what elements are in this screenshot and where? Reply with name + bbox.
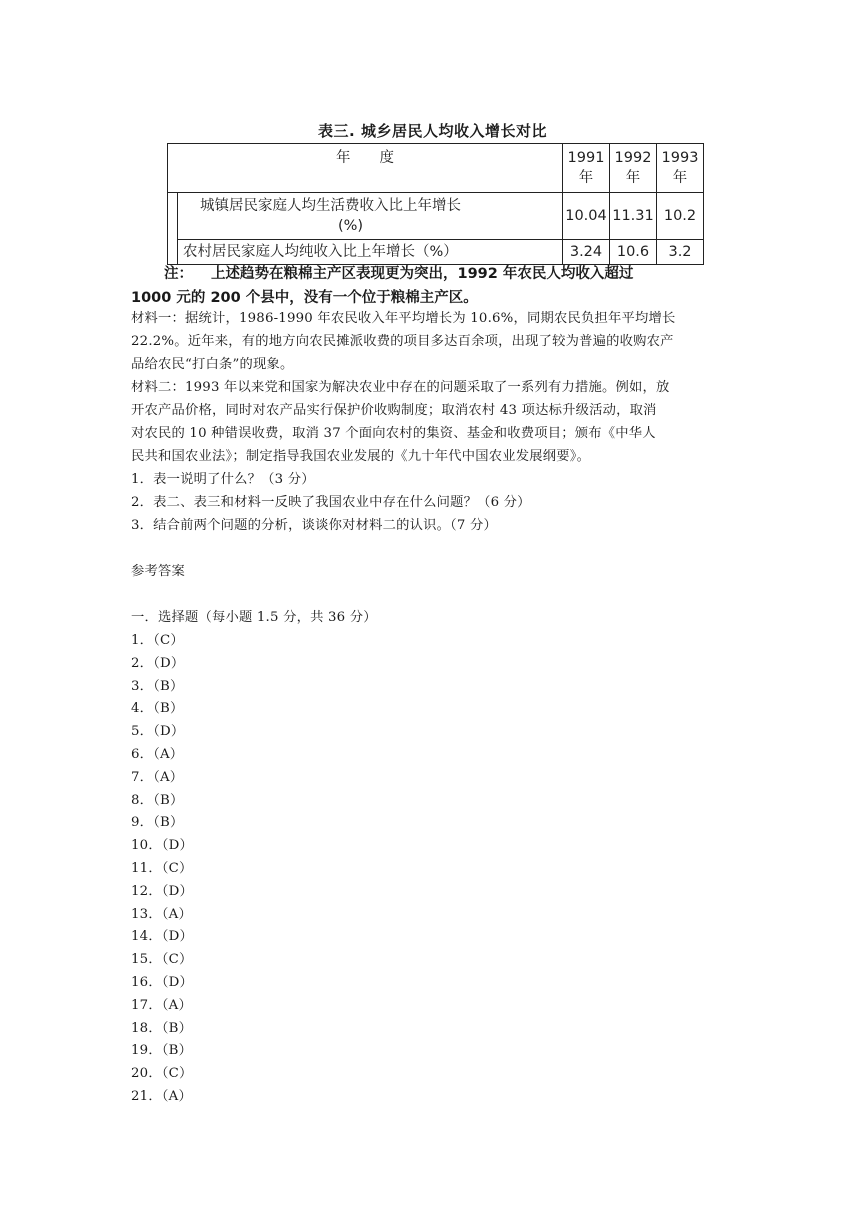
material-2-line: 民共和国农业法》；制定指导我国农业发展的《九十年代中国农业发展纲要》。 [131,449,591,464]
cell-rural-1991: 3.24 [563,240,610,265]
answer-item: 16．（D） [131,974,194,990]
year-cell-1991: 1991 年 [563,144,610,193]
answer-item: 10．（D） [131,838,194,854]
year-cell-1993: 1993 年 [657,144,704,193]
note-line-2: 1000 元的 200 个县中，没有一个位于粮棉主产区。 [131,290,478,306]
note-line-1: 上述趋势在粮棉主产区表现更为突出，1992 年农民人均收入超过 [211,266,634,282]
table-left-gap [168,193,178,265]
answer-item: 3．（B） [131,678,184,694]
answer-item: 9．（B） [131,815,184,831]
answer-item: 21．（A） [131,1088,192,1104]
question-3: 3．结合前两个问题的分析，谈谈你对材料二的认识。（7 分） [131,518,498,533]
table-row-rural [168,240,704,265]
answer-item: 18．（B） [131,1020,193,1036]
document-body [131,307,741,1108]
answer-list [131,629,741,1108]
cell-urban-1993: 10.2 [657,193,704,240]
material-2-line: 对农民的 10 种错误收费，取消 37 个面向农村的集资、基金和收费项目；颁布《中华人 [131,426,656,441]
header-label: 年 度 [168,144,563,193]
material-1-line: 22.2%。近年来，有的地方向农民摊派收费的项目多达百余项，出现了较为普遍的收购农产 [131,334,674,349]
answer-item: 13．（A） [131,906,192,922]
note-prefix: 注： [164,266,193,282]
cell-urban-1992: 11.31 [610,193,657,240]
answer-item: 1．（C） [131,633,184,648]
answer-item: 8．（B） [131,792,184,808]
answer-item: 17．（A） [131,997,192,1013]
table-header-row [168,144,704,193]
row-label-rural: 农村居民家庭人均纯收入比上年增长（%） [178,240,563,265]
year-cell-1992: 1992 年 [610,144,657,193]
answer-item: 5．（D） [131,724,185,740]
table-note [131,262,691,310]
answer-item: 4．（B） [131,701,184,717]
answer-heading: 参考答案 [131,564,185,579]
answer-item: 6．（A） [131,746,184,762]
table-row-urban [168,193,704,240]
cell-urban-1991: 10.04 [563,193,610,240]
answer-item: 20．（C） [131,1066,193,1082]
cell-rural-1992: 10.6 [610,240,657,265]
answer-item: 7．（A） [131,769,184,785]
answer-item: 11．（C） [131,860,193,876]
table-title: 表三. 城乡居民人均收入增长对比 [318,122,547,140]
income-growth-table [167,143,704,265]
row-label-urban: 城镇居民家庭人均生活费收入比上年增长 (%) [178,193,563,240]
answer-item: 14．（D） [131,929,194,945]
answer-item: 15．（C） [131,952,193,968]
material-2-line: 开农产品价格，同时对农产品实行保护价收购制度；取消农村 43 项达标升级活动，取消 [131,403,657,418]
material-1-line: 材料一：据统计，1986-1990 年农民收入年平均增长为 10.6%，同期农民负担年平均增长 [131,311,676,326]
section-heading: 一．选择题（每小题 1.5 分，共 36 分） [131,610,377,625]
answer-item: 12．（D） [131,883,194,899]
material-2-line: 材料二：1993 年以来党和国家为解决农业中存在的问题采取了一系列有力措施。例如，放 [131,380,670,395]
material-1-line: 品给农民“打白条”的现象。 [131,357,294,372]
answer-item: 19．（B） [131,1043,193,1059]
question-1: 1．表一说明了什么？（3 分） [131,472,315,487]
answer-item: 2．（D） [131,655,185,671]
question-2: 2．表二、表三和材料一反映了我国农业中存在什么问题？（6 分） [131,495,531,510]
cell-rural-1993: 3.2 [657,240,704,265]
